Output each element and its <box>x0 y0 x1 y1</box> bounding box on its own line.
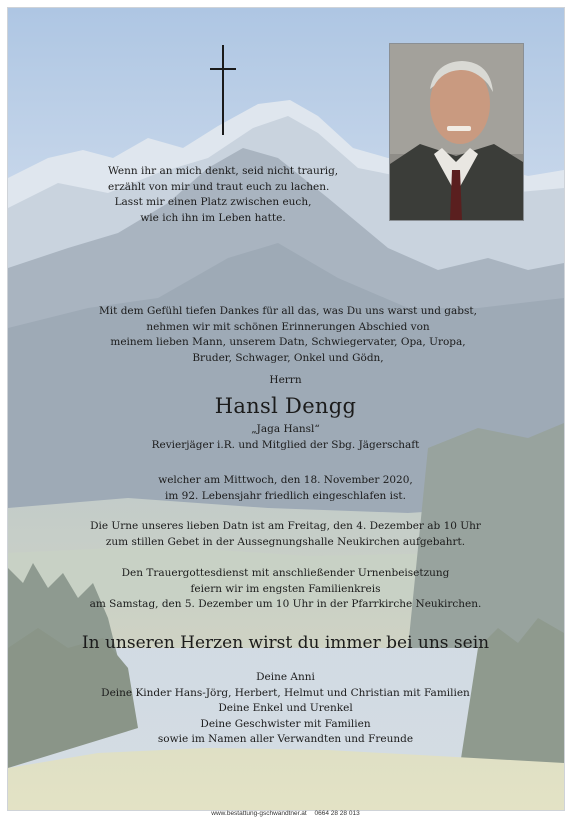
mourner-line: Deine Enkel und Urenkel <box>218 702 353 714</box>
memorial-motto: In unseren Herzen wirst du immer bei uns sein <box>81 633 490 653</box>
intro-line: nehmen wir mit schönen Erinnerungen Abschied von <box>146 320 430 333</box>
mourner-line: Deine Anni <box>256 671 315 683</box>
farewell-intro <box>48 304 528 366</box>
salutation: Herrn <box>269 374 302 386</box>
urn-line: Die Urne unseres lieben Datn ist am Freitag, den 4. Dezember ab 10 Uhr <box>90 520 481 532</box>
memorial-poem <box>108 164 339 226</box>
poem-line: wie ich ihn im Leben hatte. <box>140 211 286 224</box>
intro-line: Mit dem Gefühl tiefen Dankes für all das, was Du uns warst und gabst, <box>99 305 477 317</box>
service-line: am Samstag, den 5. Dezember um 10 Uhr in der Pfarrkirche Neukirchen. <box>89 598 482 610</box>
deceased-role: Revierjäger i.R. und Mitglied der Sbg. Jägerschaft <box>151 439 420 451</box>
intro-line: Bruder, Schwager, Onkel und Gödn, <box>192 351 384 364</box>
poem-line: Wenn ihr an mich denkt, seid nicht traurig, <box>108 165 339 177</box>
poem-line: erzählt von mir und traut euch zu lachen. <box>108 180 330 193</box>
death-line: im 92. Lebensjahr friedlich eingeschlafen ist. <box>165 489 406 502</box>
footer <box>0 809 571 819</box>
urn-notice <box>40 519 531 550</box>
cross-icon <box>210 45 236 135</box>
mourner-line: sowie im Namen aller Verwandten und Freunde <box>157 733 414 745</box>
portrait-photo <box>389 43 524 221</box>
mourner-line: Deine Kinder Hans-Jörg, Herbert, Helmut und Christian mit Familien <box>101 686 470 699</box>
mourners-list <box>40 670 531 748</box>
urn-line: zum stillen Gebet in der Aussegnungshalle Neukirchen aufgebahrt. <box>105 535 466 548</box>
service-notice <box>40 566 531 613</box>
intro-line: meinem lieben Mann, unserem Datn, Schwiegervater, Opa, Uropa, <box>110 336 466 348</box>
service-line: feiern wir im engsten Familienkreis <box>190 582 381 595</box>
death-line: welcher am Mittwoch, den 18. November 2020, <box>158 474 413 486</box>
deceased-name: Hansl Dengg <box>214 394 357 418</box>
footer-website[interactable]: www.bestattung-gschwandtner.at <box>211 810 307 817</box>
mourner-line: Deine Geschwister mit Familien <box>200 717 371 730</box>
death-notice <box>40 473 531 504</box>
poem-line: Lasst mir einen Platz zwischen euch, <box>114 196 312 208</box>
footer-phone: 0664 28 28 013 <box>314 810 360 817</box>
deceased-nickname: „Jaga Hansl“ <box>251 423 320 435</box>
service-line: Den Trauergottesdienst mit anschließender Urnenbeisetzung <box>121 567 450 579</box>
